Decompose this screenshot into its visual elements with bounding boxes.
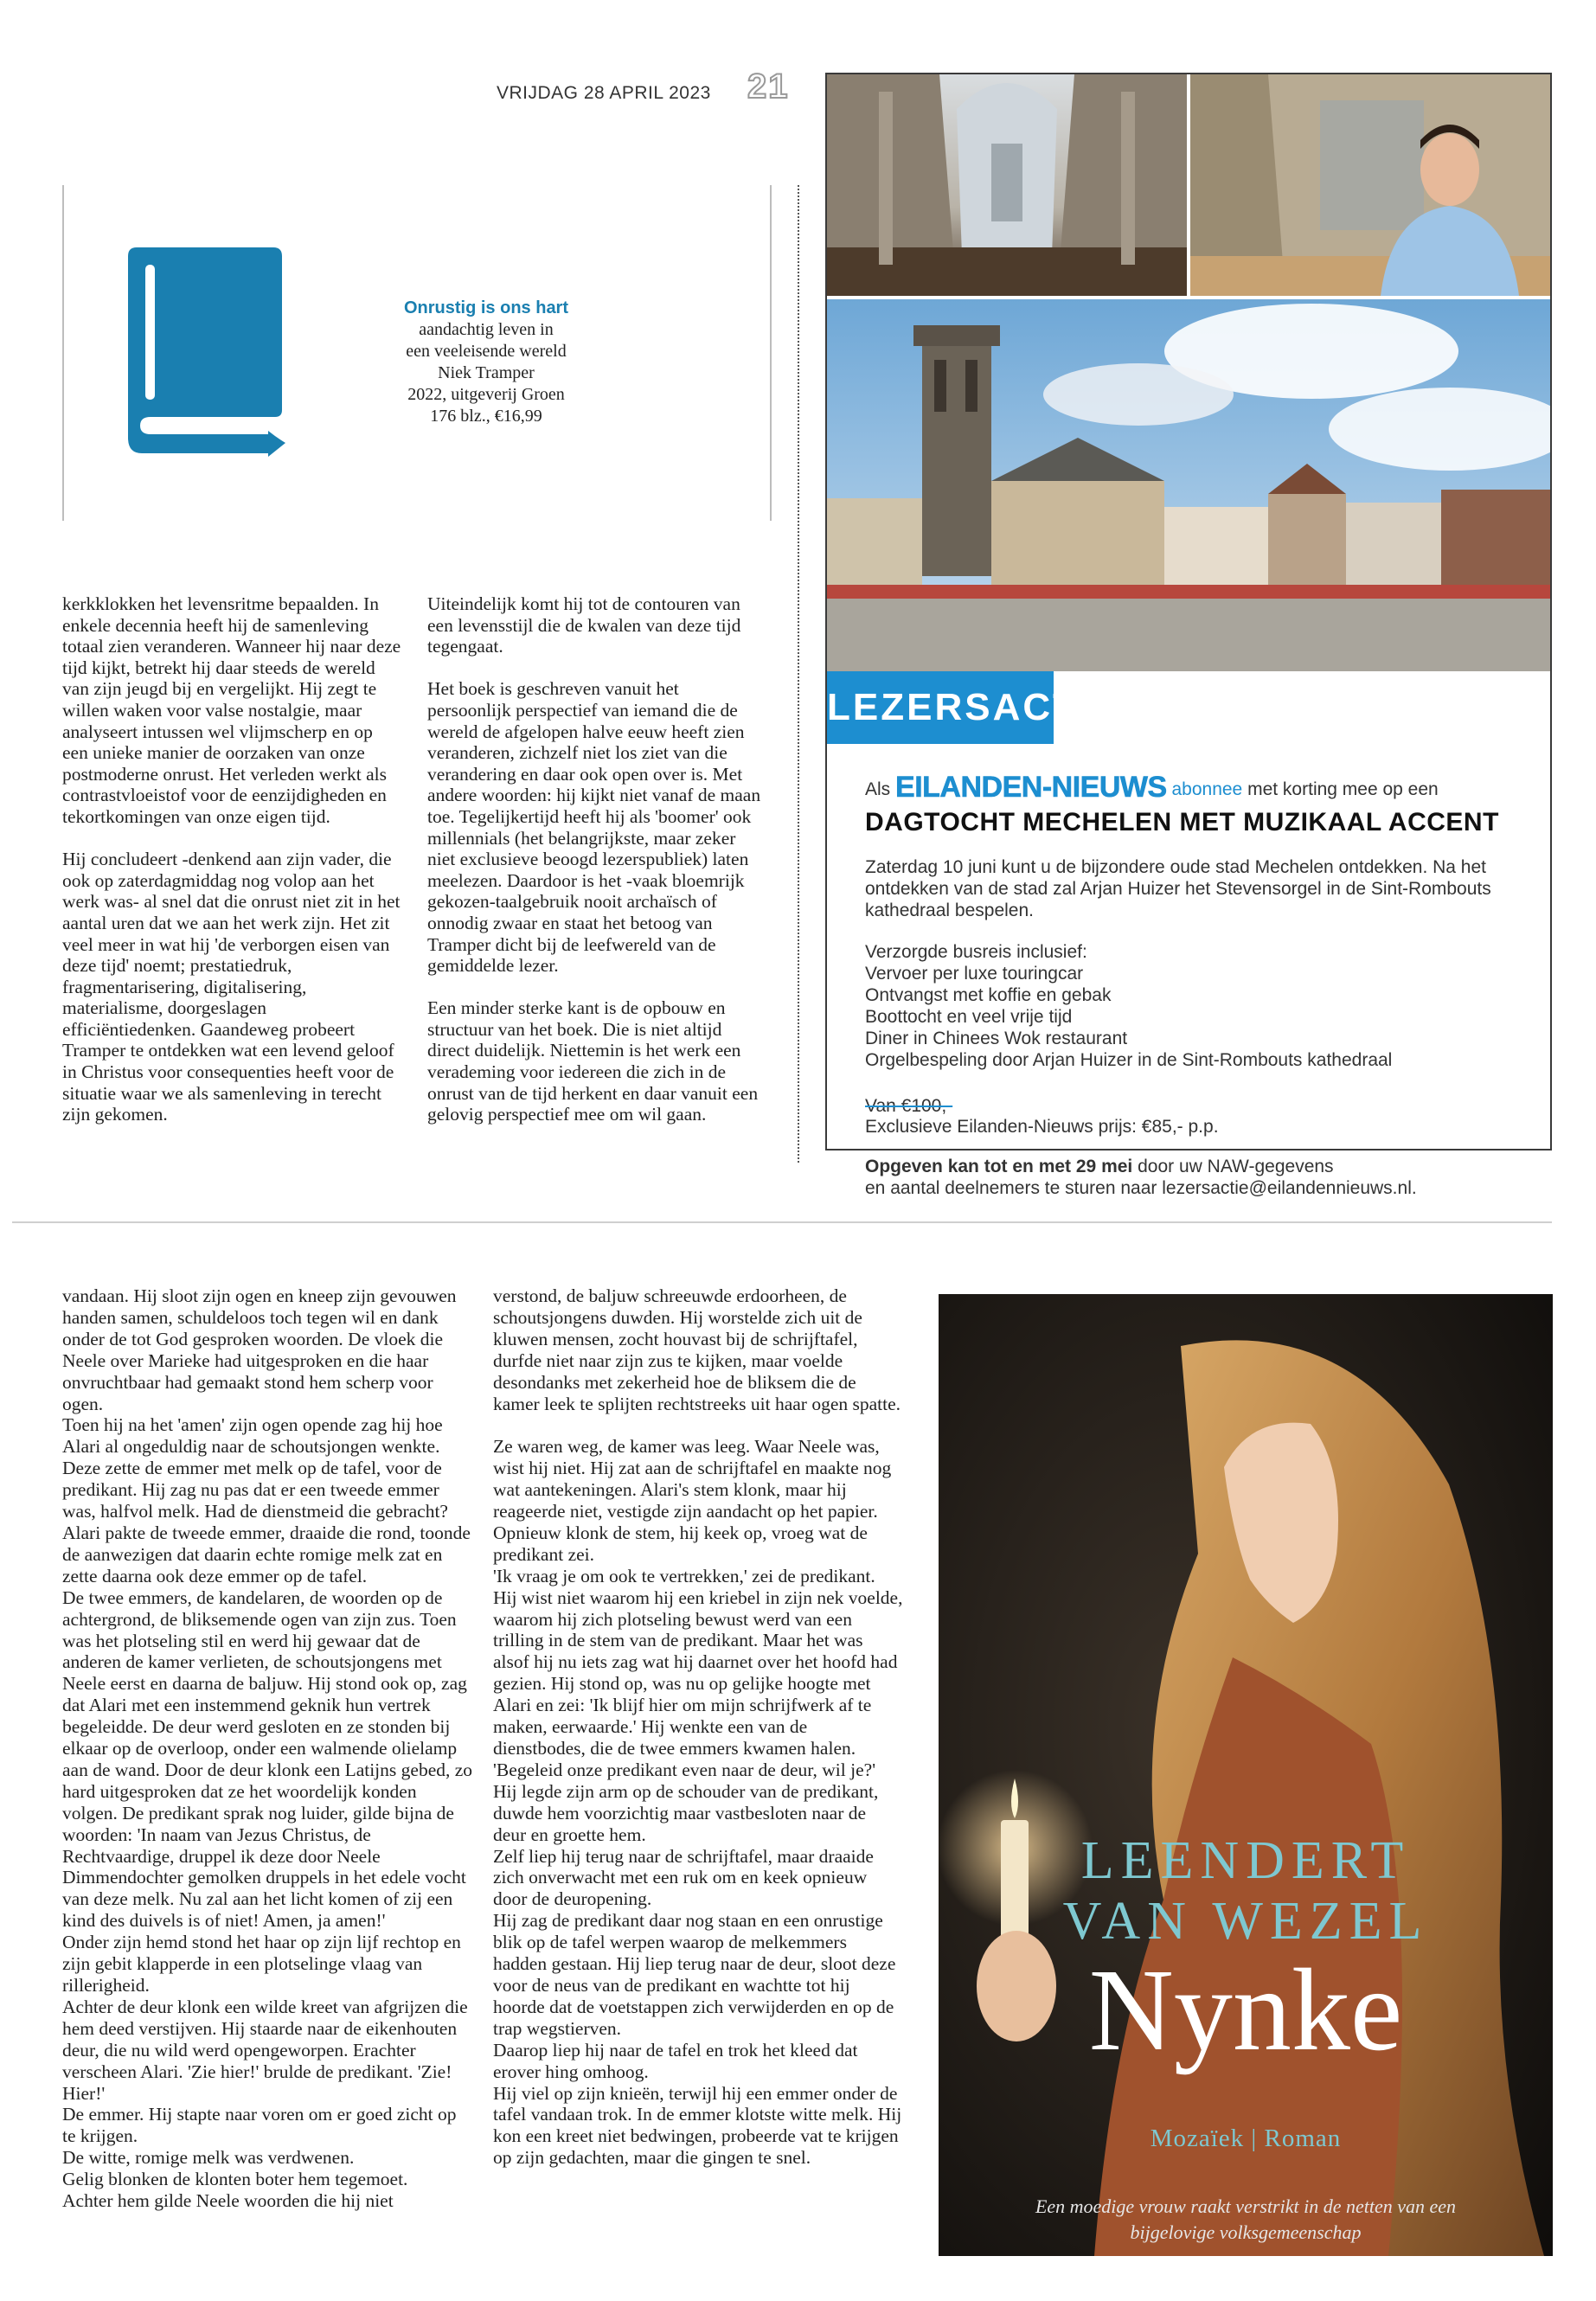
paragraph: Uiteindelijk komt hij tot de contouren van een levensstijl die de kwalen van deze tijd tegengaat. <box>427 593 741 657</box>
paragraph: kerkklokken het levensritme bepaalden. In enkele decennia heeft hij de samenleving totaal zien veranderen. Wanneer hij naar deze tijd kijkt, betrekt hij daar steeds de wereld van zijn jeugd bij en vergelijkt. Hij zegt te willen waken voor valse nostalgie, maar analyseert intussen wel vlijmscherp en op een unieke manier de oorzaken van onze postmoderne onrust. Het verleden werkt als contrastvloeistof voor de eenzijdigheden en tekortkomingen van onze eigen tijd. <box>62 593 401 827</box>
book-publication: 2022, uitgeverij Groen <box>407 385 565 404</box>
paragraph: Gelig blonken de klonten boter hem tegemoet. <box>62 2169 408 2190</box>
right-bracket <box>770 185 772 521</box>
section-divider <box>12 1221 1552 1223</box>
old-price: Van €100,- <box>865 1096 953 1116</box>
list-item: Diner in Chinees Wok restaurant <box>865 1029 1128 1048</box>
eilanden-nieuws-logo: EILANDEN-NIEUWS <box>895 771 1167 804</box>
book-subtitle-line: aandachtig leven in <box>419 320 554 339</box>
cathedral-interior-photo <box>827 74 1187 296</box>
page-number: 21 <box>747 67 790 106</box>
review-column-2 <box>427 593 766 1146</box>
paragraph: De witte, romige melk was verdwenen. <box>62 2147 355 2169</box>
list-item: Orgelbespeling door Arjan Huizer in de Sint-Rombouts kathedraal <box>865 1050 1393 1070</box>
cover-series: Mozaïek | Roman <box>1150 2125 1342 2152</box>
ad-list-heading: Verzorgde busreis inclusief: <box>865 942 1087 962</box>
paragraph: Het boek is geschreven vanuit het persoonlijk perspectief van iemand die de wereld de afgelopen halve eeuw heeft zien veranderen, zichzelf niet los ziet van die verandering en daar ook open over is. Met andere woorden: hij kijkt niet vanaf de maan toe. Tegelijkertijd heeft hij als 'boomer' ook millennials (het belangrijkste, maar zeker niet exclusieve beoogd lezerspubliek) laten meelezen. Daardoor is het -vaak bloemrijk gekozen-taalgebruik nooit archaïsch of onnodig zwaar en staat het betoog van Tramper dicht bij de leefwereld van de gemiddelde lezer. <box>427 678 761 977</box>
reader-offer-ad <box>825 73 1552 1198</box>
paragraph: De twee emmers, de kandelaren, de woorden op de achtergrond, de bliksemende ogen van zijn zus. Toen was het plotseling stil en werd hij gewaar dat de anderen de kamer verlieten, de schoutsjongens met Neele eerst en daarna de baljuw. Hij stond ook op, zag dat Alari met een instemmend geknik hun vertrek begeleidde. De deur werd gesloten en ze stonden bij elkaar op de overloop, onder een walmende olielamp aan de wand. Door de deur klonk een Latijns gebed, zo hard uitgesproken dat ze het woordelijk konden volgen. De predikant sprak nog luider, gilde bijna de woorden: 'In naam van Jezus Christus, de Rechtvaardige, druppel ik deze door Neele Dimmendochter gemolken druppels in het edele vocht van deze melk. Nu zal aan het licht komen of zij een kind des duivels is of niet! Amen, ja amen!' <box>62 1586 473 1932</box>
ad-intro-line <box>865 771 1439 804</box>
paragraph: 'Ik vraag je om ook te vertrekken,' zei de predikant. Hij wist niet waarom hij een kriebel in zijn nek voelde, waarom hij zich plotseling bewust werd van een trilling in de stem van de predikant. Maar het was alsof hij nu iets zag wat hij daarnet over het hoofd had gezien. Hij stond op, was nu op gelijke hoogte met Alari en zei: 'Ik blijf hier om mijn schrijfwerk af te maken, eerwaarde.' Hij wenkte een van de dienstbodes, die de twee emmers kwamen halen. 'Begeleid onze predikant even naar de deur, wil je?' Hij legde zijn arm op de schouder van de predikant, duwde hem voorzichtig maar vastbesloten naar de deur en groette hem. <box>493 1565 903 1845</box>
review-column-1 <box>62 593 401 1146</box>
book-title: Onrustig is ons hart <box>403 298 569 317</box>
list-item: Boottocht en veel vrije tijd <box>865 1007 1073 1027</box>
left-bracket <box>62 185 64 521</box>
paragraph: vandaan. Hij sloot zijn ogen en kneep zijn gevouwen handen samen, schuldeloos toch tegen wil en dank onder de tot God gesproken woorden. De vloek die Neele over Marieke had uitgesproken en die haar onvruchtbaar had gemaakt stond hem scherp voor ogen. <box>62 1285 457 1414</box>
ad-inclusions-list <box>865 963 1392 1071</box>
organist-portrait-photo <box>1190 74 1550 296</box>
paragraph: Ze waren weg, de kamer was leeg. Waar Neele was, wist hij niet. Hij zat aan de schrijftafel en maakte nog wat aantekeningen. Alari's stem klonk, maar hij reageerde niet, vestigde zijn aandacht op het papier. Opnieuw klonk de stem, hij keek op, vroeg wat de predikant zei. <box>493 1436 892 1565</box>
paragraph: Zelf liep hij terug naar de schrijftafel, maar draaide zich onverwacht met een ruk om en keek opnieuw door de deuropening. <box>493 1845 874 1910</box>
paragraph: Toen hij na het 'amen' zijn ogen opende zag hij hoe Alari al ongeduldig naar de schoutsjongen wenkte. Deze zette de emmer met melk op de tafel, voor de predikant. Hij zag nu pas dat er een tweede emmer was, halfvol melk. Had de dienstmeid die gebracht? <box>62 1414 448 1522</box>
book-icon <box>116 246 289 466</box>
story-column-1 <box>62 1285 474 2212</box>
ad-brand-suffix: abonnee <box>1171 779 1243 799</box>
ad-description: Zaterdag 10 juni kunt u de bijzondere oude stad Mechelen ontdekken. Na het ontdekken van de stad zal Arjan Huizer het Stevensorgel in de Sint-Rombouts kathedraal bespelen. <box>865 857 1491 920</box>
list-item: Ontvangst met koffie en gebak <box>865 985 1112 1005</box>
cover-author-last-name: VAN WEZEL <box>1062 1892 1429 1951</box>
paragraph: Achter de deur klonk een wilde kreet van afgrijzen die hem deed verstijven. Hij staarde naar de eikenhouten deur, die nu wild werd opengeworpen. Erachter verscheen Alari. 'Zie hier!' brulde de predikant. 'Zie! Hier!' <box>62 1996 468 2104</box>
mechelen-square-photo <box>827 299 1550 671</box>
ad-prefix: Als <box>865 779 891 799</box>
paragraph: verstond, de baljuw schreeuwde erdoorheen, de schoutsjongens duwden. Hij worstelde zich uit de kluwen mensen, zocht houvast bij de schrijftafel, durfde niet naar zijn zus te kijken, maar voelde desondanks met zekerheid hoe de bliksem die de kamer leek te splijten rechtstreeks uit haar ogen spatte. <box>493 1285 901 1414</box>
deadline-emphasis: Opgeven kan tot en met 29 mei <box>865 1157 1133 1176</box>
book-metadata <box>374 298 599 427</box>
paragraph: De emmer. Hij stapte naar voren om er goed zicht op te krijgen. <box>62 2104 457 2147</box>
book-info-box <box>62 185 772 521</box>
list-item: Vervoer per luxe touringcar <box>865 964 1084 984</box>
paragraph: Onder zijn hemd stond het haar op zijn lijf rechtop en zijn gebit klapperde in een plotselinge vlaag van rillerigheid. <box>62 1932 461 1996</box>
column-divider <box>798 185 799 1163</box>
story-column-2 <box>493 1285 903 2169</box>
paragraph: Hij viel op zijn knieën, terwijl hij een emmer onder de tafel vandaan trok. In de emmer klotste witte melk. Hij kon een kreet niet bedwingen, probeerde vat te krijgen op zijn gedachten, maar die gingen te snel. <box>493 2082 902 2169</box>
book-author: Niek Tramper <box>438 363 535 382</box>
deadline-text: door uw NAW-gegevens <box>1138 1157 1334 1176</box>
paragraph: Hij zag de predikant daar nog staan en een onrustige blik op de tafel werpen waarop de melkemmers hadden gestaan. Hij liep terug naar de deur, sloot deze voor de neus van de predikant en wachtte tot hij hoorde dat de voetstappen zich verwijderden en op de trap wegstierven. <box>493 1910 896 2039</box>
cover-title: Nynke <box>1088 1945 1403 2075</box>
ad-headline: DAGTOCHT MECHELEN MET MUZIKAAL ACCENT <box>865 808 1499 836</box>
paragraph: Een minder sterke kant is de opbouw en structuur van het boek. Die is niet altijd direct duidelijk. Niettemin is het werk een verademing voor iedereen die zich in de onrust van de tijd herkent en daar vanuit een gelovig perspectief mee om wil gaan. <box>427 997 759 1125</box>
book-cover <box>939 1294 1553 2256</box>
book-subtitle-line: een veeleisende wereld <box>406 342 567 361</box>
deadline-contact: en aantal deelnemers te sturen naar lezersactie@eilandennieuws.nl. <box>865 1178 1417 1198</box>
ad-deadline <box>865 1156 1522 1199</box>
book-details: 176 blz., €16,99 <box>430 407 542 426</box>
paragraph: Achter hem gilde Neele woorden die hij niet <box>62 2190 394 2212</box>
ad-line-rest: met korting mee op een <box>1247 779 1439 799</box>
paragraph: Hij concludeert -denkend aan zijn vader, die ook op zaterdagmiddag nog volop aan het werk was- al snel dat die onrust niet zit in het aantal uren dat we aan het werk zijn. Het zit veel meer in wat hij 'de verborgen eisen van deze tijd' noemt; prestatiedruk, fragmentarisering, digitalisering, materialisme, doorgeslagen efficiëntiedenken. Gaandeweg probeert Tramper te ontdekken wat een levend geloof in Christus voor consequenties heeft voor de situatie waar we als samenleving in terecht zijn gekomen. <box>62 849 401 1125</box>
cover-author-first-name: LEENDERT <box>1080 1831 1411 1890</box>
cover-artwork <box>939 1294 1553 2256</box>
ad-banner: LEZERSACTIE <box>827 671 1054 744</box>
issue-date: VRIJDAG 28 APRIL 2023 <box>497 83 711 103</box>
cover-tagline: Een moedige vrouw raakt verstrikt in de netten van een bijgelovige volksgemeenschap <box>1035 2195 1457 2243</box>
new-price: Exclusieve Eilanden-Nieuws prijs: €85,- p.p. <box>865 1117 1219 1137</box>
paragraph: Daarop liep hij naar de tafel en trok het kleed dat erover hing omhoog. <box>493 2039 858 2082</box>
paragraph: Alari pakte de tweede emmer, draaide die rond, toonde de aanwezigen dat daarin echte romige melk zat en zette daarna ook deze emmer op de tafel. <box>62 1522 471 1586</box>
